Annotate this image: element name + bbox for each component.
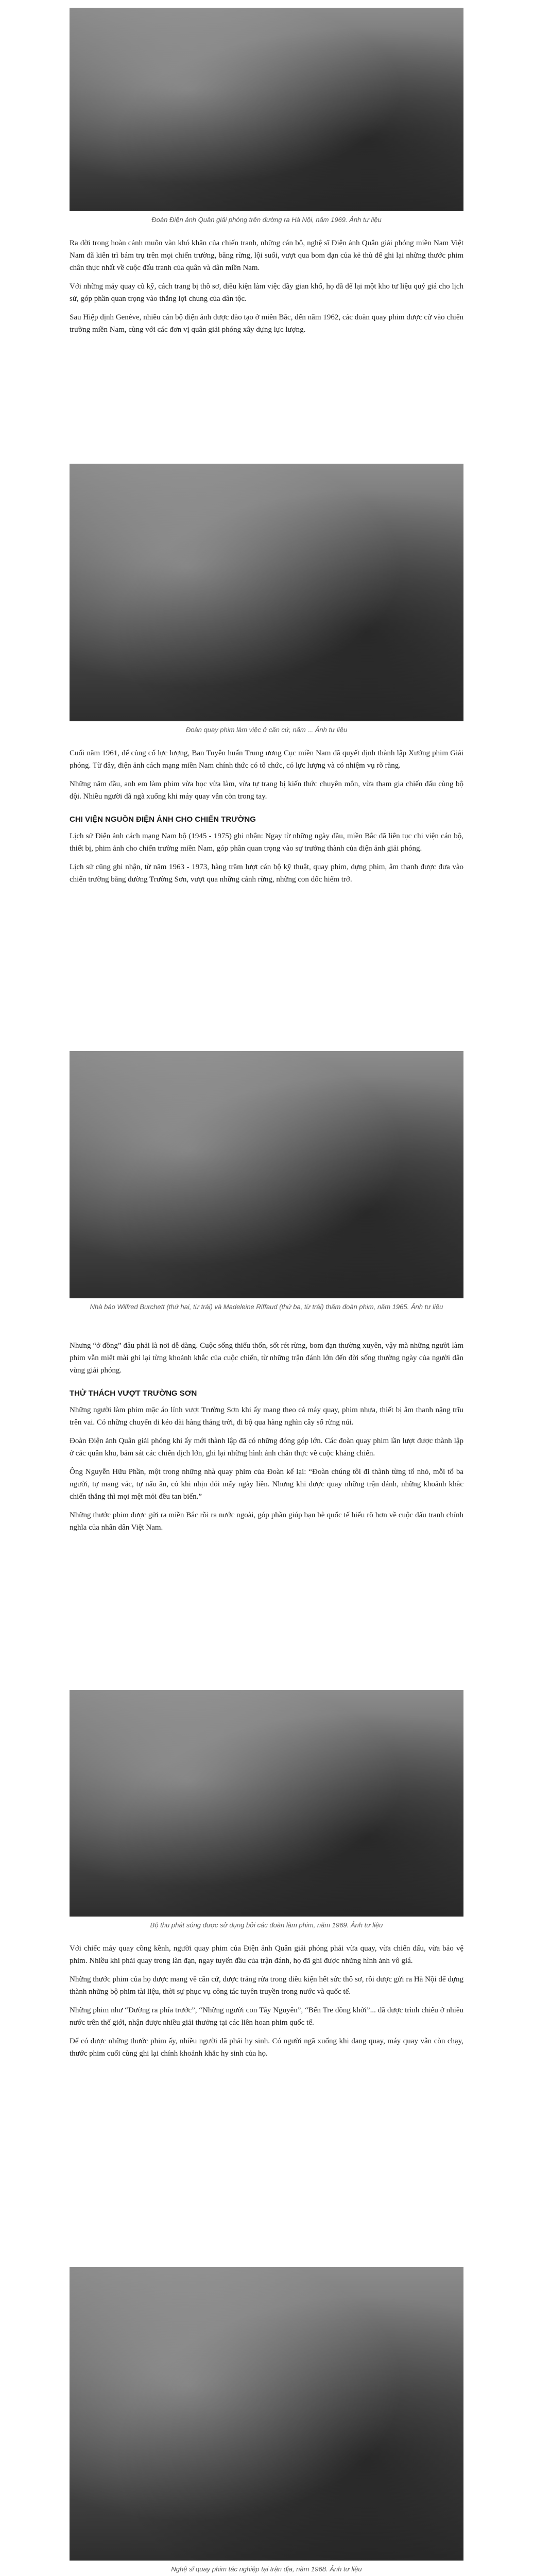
photo-2-caption: Đoàn quay phim làm việc ở căn cứ, năm ... Ảnh tư liệu: [185, 726, 348, 734]
s6-p4: Để có được những thước phim ấy, nhiều người đã phải hy sinh. Có người ngã xuống khi đang quay, máy quay vẫn còn chạy, thước phim cuối cùng ghi lại chính khoảnh khắc hy sinh của họ.: [70, 2037, 463, 2058]
s1-p2: Với những máy quay cũ kỹ, cách trang bị thô sơ, điều kiện làm việc đầy gian khổ, họ đã để lại một kho tư liệu quý giá cho lịch sử, góp phần quan trọng vào thắng lợi chung của dân tộc.: [70, 282, 463, 303]
photo-3: [70, 1051, 463, 1298]
section-4: [70, 1340, 463, 1540]
section-2: [70, 747, 463, 892]
s3-p1: Lịch sử Điện ảnh cách mạng Nam bộ (1945 - 1975) ghi nhận: Ngay từ những ngày đầu, miền Bắc đã liên tục chi viện cán bộ, thiết bị, phim ảnh cho chiến trường miền Nam, góp phần quan trọng vào sự trưởng thành của điện ảnh giải phóng.: [70, 832, 463, 853]
s5-p4: Những thước phim được gửi ra miền Bắc rồi ra nước ngoài, góp phần giúp bạn bè quốc tế hiểu rõ hơn về cuộc đấu tranh chính nghĩa của nhân dân Việt Nam.: [70, 1511, 463, 1532]
photo-5-caption: Nghệ sĩ quay phim tác nghiệp tại trận địa, năm 1968. Ảnh tư liệu: [171, 2565, 362, 2573]
section-6: [70, 1942, 463, 2066]
photo-block-1: [70, 8, 463, 225]
photo-block-4: [70, 1690, 463, 1930]
photo-3-caption: Nhà báo Wilfred Burchett (thứ hai, từ trái) và Madeleine Riffaud (thứ ba, từ trái) thăm đoàn phim, năm 1965. Ảnh tư liệu: [90, 1303, 443, 1311]
s6-p1: Với chiếc máy quay cồng kềnh, người quay phim của Điện ảnh Quân giải phóng phải vừa quay, vừa chiến đấu, vừa bảo vệ phim. Nhiều khi phải quay trong làn đạn, ngay tuyến đầu của trận đánh, họ đã ghi được những hình ảnh vô giá.: [70, 1944, 463, 1965]
photo-1: [70, 8, 463, 211]
s4-p1: Nhưng “ở đồng” đâu phải là nơi dễ dàng. Cuộc sống thiếu thốn, sốt rét rừng, bom đạn thường xuyên, vậy mà những người làm phim vẫn miệt mài ghi lại từng khoảnh khắc của cuộc chiến, từ những trận đánh lớn đến đời sống thường ngày của người dân vùng giải phóng.: [70, 1342, 463, 1375]
section-1: [70, 237, 463, 342]
heading-truong-son: THỬ THÁCH VƯỢT TRƯỜNG SƠN: [70, 1389, 197, 1398]
s2-p2: Những năm đầu, anh em làm phim vừa học vừa làm, vừa tự trang bị kiến thức chuyên môn, vừa tham gia chiến đấu cùng bộ đội. Nhiều người đã ngã xuống khi máy quay vẫn còn trong tay.: [70, 780, 463, 801]
photo-block-5: [70, 2267, 463, 2574]
s3-p2: Lịch sử cũng ghi nhận, từ năm 1963 - 1973, hàng trăm lượt cán bộ kỹ thuật, quay phim, dựng phim, âm thanh được đưa vào chiến trường bằng đường Trường Sơn, vượt qua những cánh rừng, những con dốc hiểm trở.: [70, 863, 463, 884]
s2-p1: Cuối năm 1961, để củng cố lực lượng, Ban Tuyên huấn Trung ương Cục miền Nam đã quyết định thành lập Xưởng phim Giải phóng. Từ đây, điện ảnh cách mạng miền Nam chính thức có tổ chức, có lực lượng và có nhiệm vụ rõ ràng.: [70, 749, 463, 770]
s6-p2: Những thước phim của họ được mang về căn cứ, được tráng rửa trong điều kiện hết sức thô sơ, rồi được gửi ra Hà Nội để dựng thành những bộ phim tài liệu, thời sự phục vụ công tác tuyên truyền trong nước và quốc tế.: [70, 1975, 463, 1996]
photo-5: [70, 2267, 463, 2561]
s1-p1: Ra đời trong hoàn cảnh muôn vàn khó khăn của chiến tranh, những cán bộ, nghệ sĩ Điện ảnh Quân giải phóng miền Nam Việt Nam đã kiên trì bám trụ trên mọi chiến trường, băng rừng, lội suối, vượt qua bom đạn của kẻ thù để ghi lại những thước phim chân thực nhất về cuộc đấu tranh của quân và dân miền Nam.: [70, 239, 463, 272]
photo-2: [70, 464, 463, 721]
s5-p1: Những người làm phim mặc áo lính vượt Trường Sơn khi ấy mang theo cả máy quay, phim nhựa, thiết bị âm thanh nặng trĩu trên vai. Có những chuyến đi kéo dài hàng tháng trời, đi bộ qua hàng nghìn cây số rừng núi.: [70, 1406, 463, 1427]
photo-1-caption: Đoàn Điện ảnh Quân giải phóng trên đường ra Hà Nội, năm 1969. Ảnh tư liệu: [151, 216, 382, 224]
s5-p2: Đoàn Điện ảnh Quân giải phóng khi ấy mới thành lập đã có những đóng góp lớn. Các đoàn quay phim lần lượt được thành lập ở các quân khu, bám sát các chiến dịch lớn, ghi lại những hình ảnh chân thực về cuộc kháng chiến.: [70, 1437, 463, 1458]
s5-p3: Ông Nguyễn Hữu Phần, một trong những nhà quay phim của Đoàn kể lại: “Đoàn chúng tôi đi thành từng tổ nhỏ, mỗi tổ ba người, tự mang vác, tự nấu ăn, có khi nhịn đói mấy ngày liền. Nhưng khi được quay những trận đánh, những khoảnh khắc chiến thắng thì mọi mệt mỏi đều tan biến.”: [70, 1468, 463, 1501]
s1-p3: Sau Hiệp định Genève, nhiều cán bộ điện ảnh được đào tạo ở miền Bắc, đến năm 1962, các đoàn quay phim được cử vào chiến trường miền Nam, cùng với các đơn vị quân giải phóng xây dựng lực lượng.: [70, 313, 463, 334]
photo-block-2: [70, 464, 463, 735]
s6-p3: Những phim như “Đường ra phía trước”, “Những người con Tây Nguyên”, “Bến Tre đồng khởi”... đã được trình chiếu ở nhiều nước trên thế giới, nhận được nhiều giải thưởng tại các liên hoan phim quốc tế.: [70, 2006, 463, 2027]
photo-block-3: [70, 1051, 463, 1312]
photo-4-caption: Bộ thu phát sóng được sử dụng bởi các đoàn làm phim, năm 1969. Ảnh tư liệu: [150, 1921, 383, 1929]
heading-chi-vien: CHI VIỆN NGUỒN ĐIỆN ẢNH CHO CHIẾN TRƯỜNG: [70, 815, 256, 824]
photo-4: [70, 1690, 463, 1917]
